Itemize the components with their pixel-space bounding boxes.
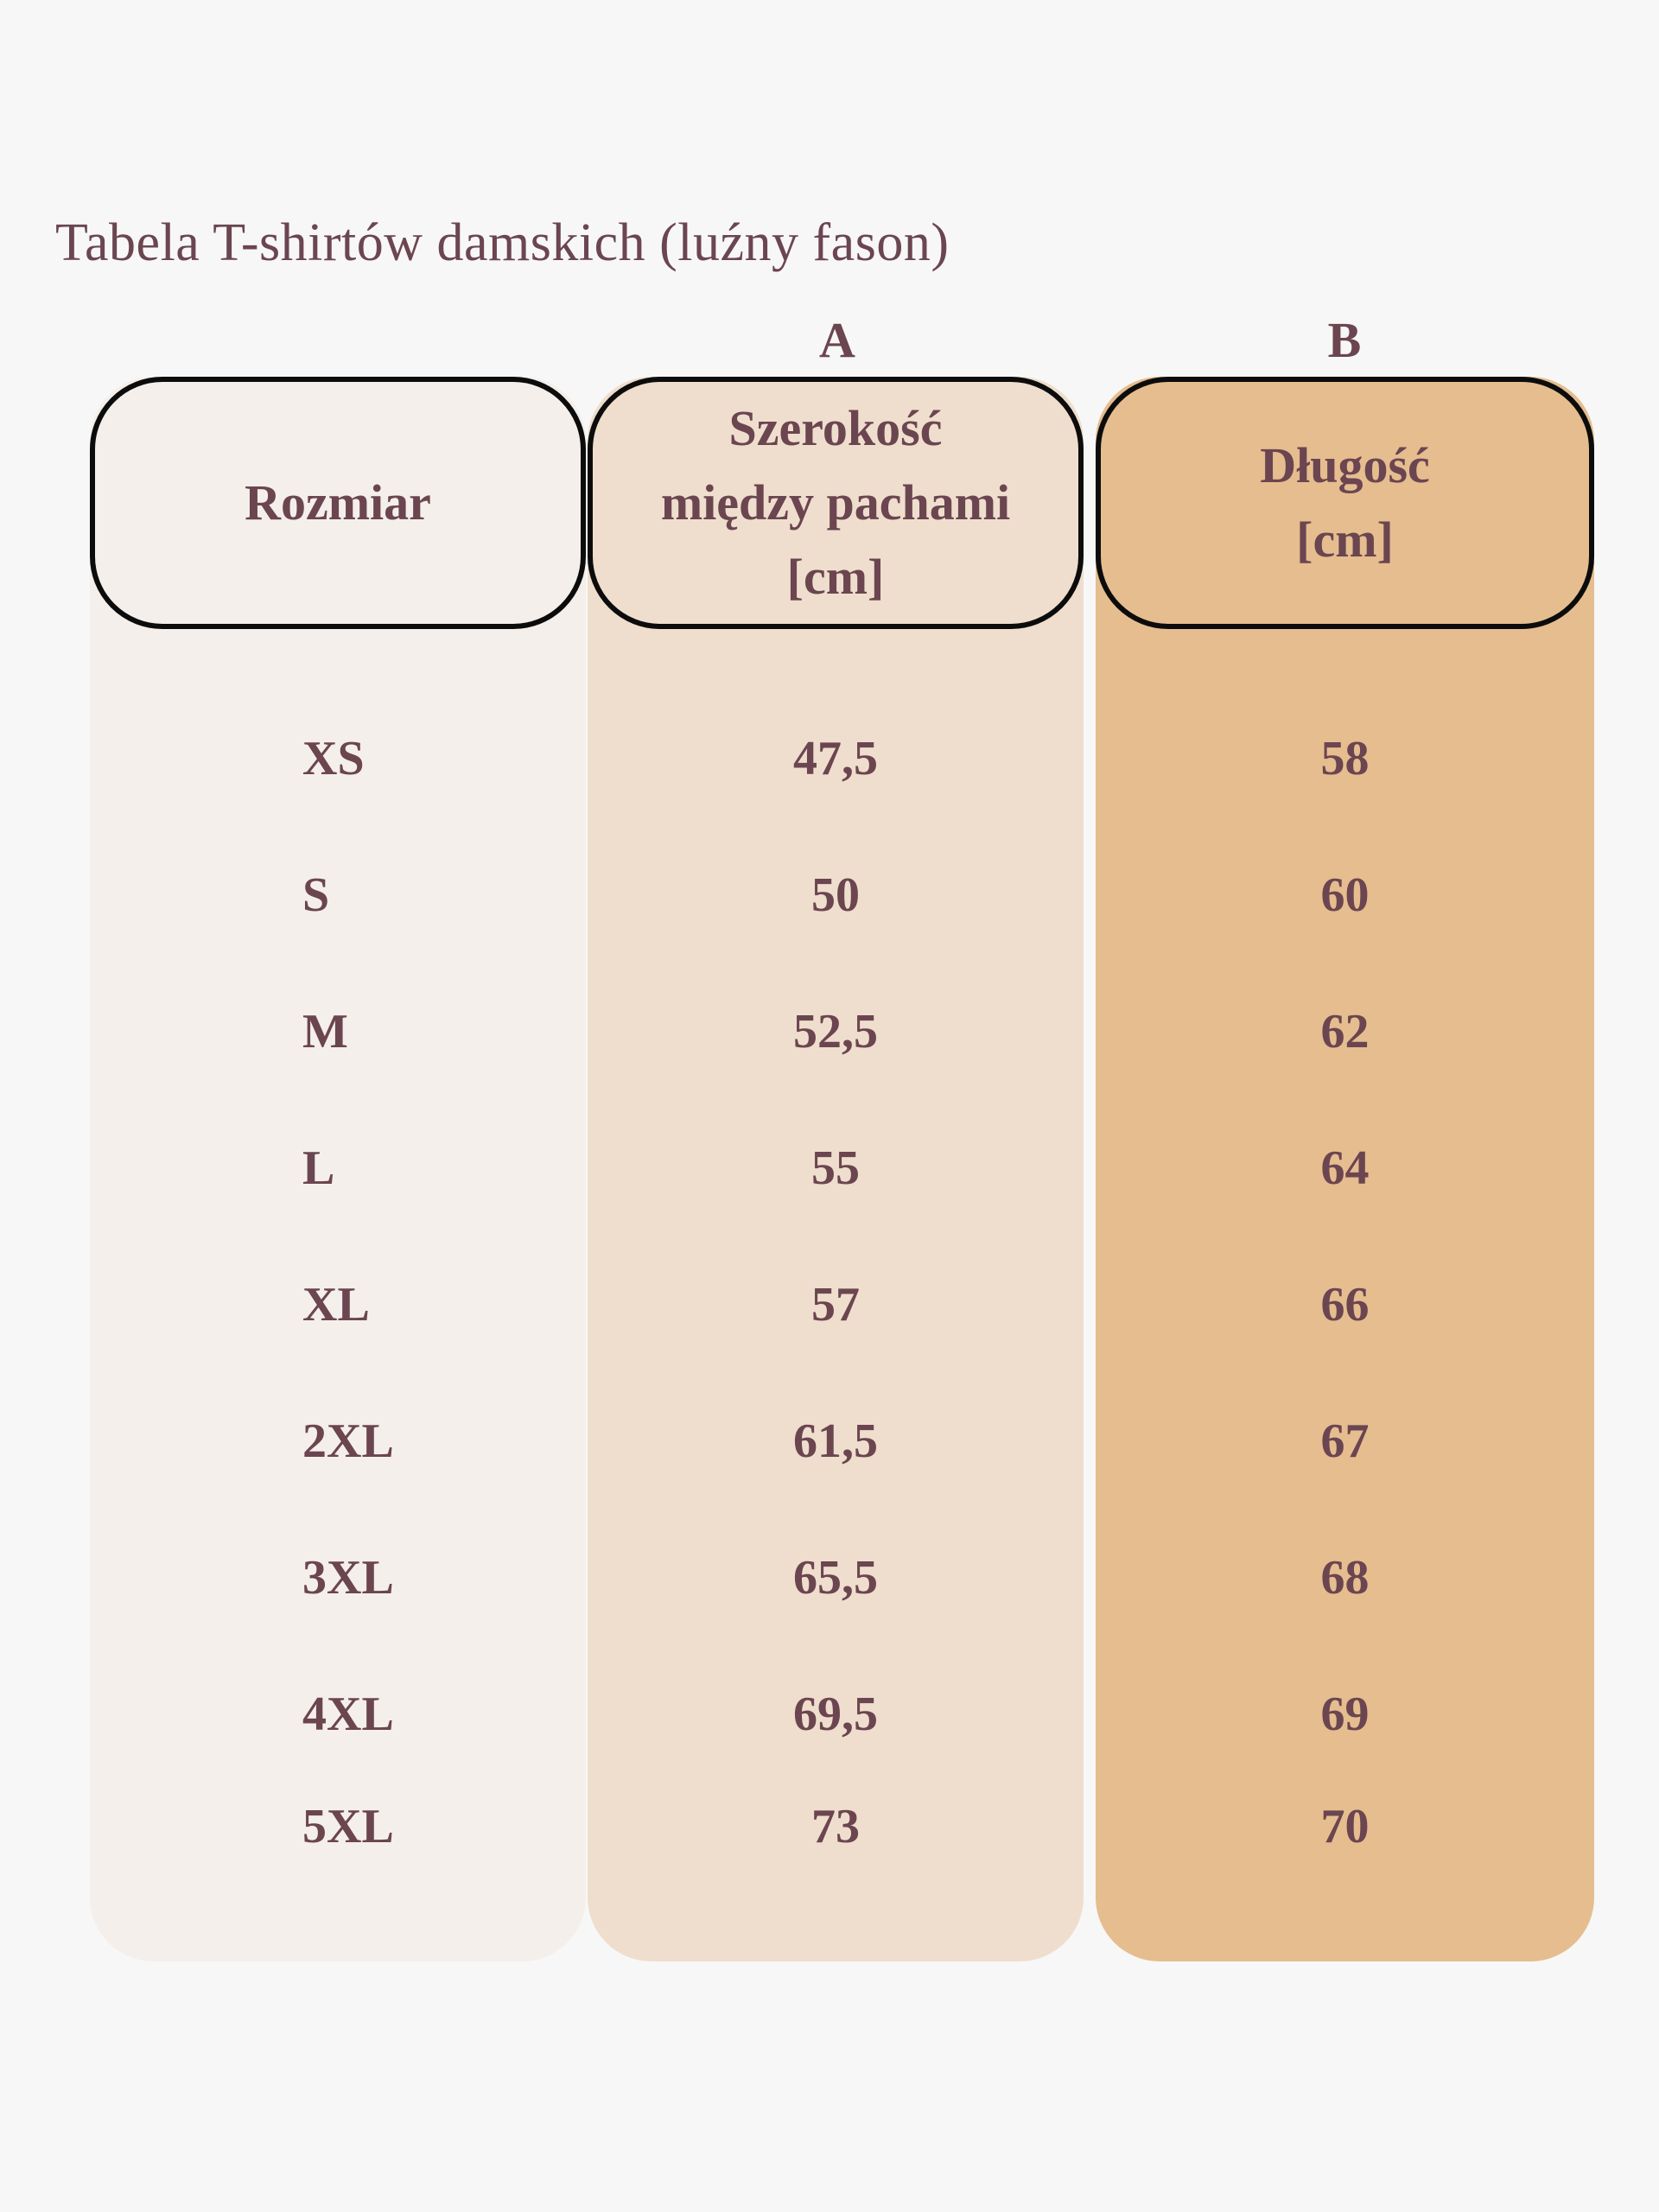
length-cell: 60 (1320, 868, 1370, 922)
length-header (1096, 377, 1594, 629)
size-cell: 4XL (302, 1688, 394, 1741)
size-cell: 3XL (302, 1551, 394, 1605)
length-cell: 64 (1320, 1141, 1370, 1195)
width-cell: 52,5 (793, 1005, 878, 1058)
page-title: Tabela T-shirtów damskich (luźny fason) (55, 213, 950, 272)
size-header-label: Rozmiar (245, 474, 431, 531)
width-column (588, 377, 1084, 1961)
size-column (90, 377, 586, 1961)
width-cell: 73 (811, 1800, 860, 1853)
width-cell: 69,5 (793, 1688, 878, 1741)
length-cell: 69 (1320, 1688, 1370, 1741)
size-cell: 2XL (302, 1414, 394, 1468)
column-letter-a: A (819, 312, 855, 368)
width-cell: 65,5 (793, 1551, 878, 1605)
size-cell: S (302, 868, 330, 922)
size-cell: XL (302, 1278, 370, 1332)
size-cell: XS (302, 732, 365, 785)
length-cell: 66 (1320, 1278, 1370, 1332)
length-cell: 70 (1320, 1800, 1370, 1853)
length-header-label: Długość [cm] (1260, 437, 1430, 568)
length-column (1096, 377, 1594, 1961)
length-cell: 58 (1320, 732, 1370, 785)
width-header (588, 377, 1084, 629)
size-cell: M (302, 1005, 348, 1058)
size-cell: 5XL (302, 1800, 394, 1853)
width-cell: 47,5 (793, 732, 878, 785)
width-header-label: Szerokość między pachami [cm] (660, 400, 1011, 605)
length-cell: 67 (1320, 1414, 1370, 1468)
width-cell: 50 (811, 868, 860, 922)
width-cell: 55 (811, 1141, 860, 1195)
size-header (90, 377, 586, 629)
length-cell: 68 (1320, 1551, 1370, 1605)
width-cell: 57 (811, 1278, 860, 1332)
column-letter-b: B (1327, 312, 1362, 368)
length-cell: 62 (1320, 1005, 1370, 1058)
size-cell: L (302, 1141, 335, 1195)
width-cell: 61,5 (793, 1414, 878, 1468)
